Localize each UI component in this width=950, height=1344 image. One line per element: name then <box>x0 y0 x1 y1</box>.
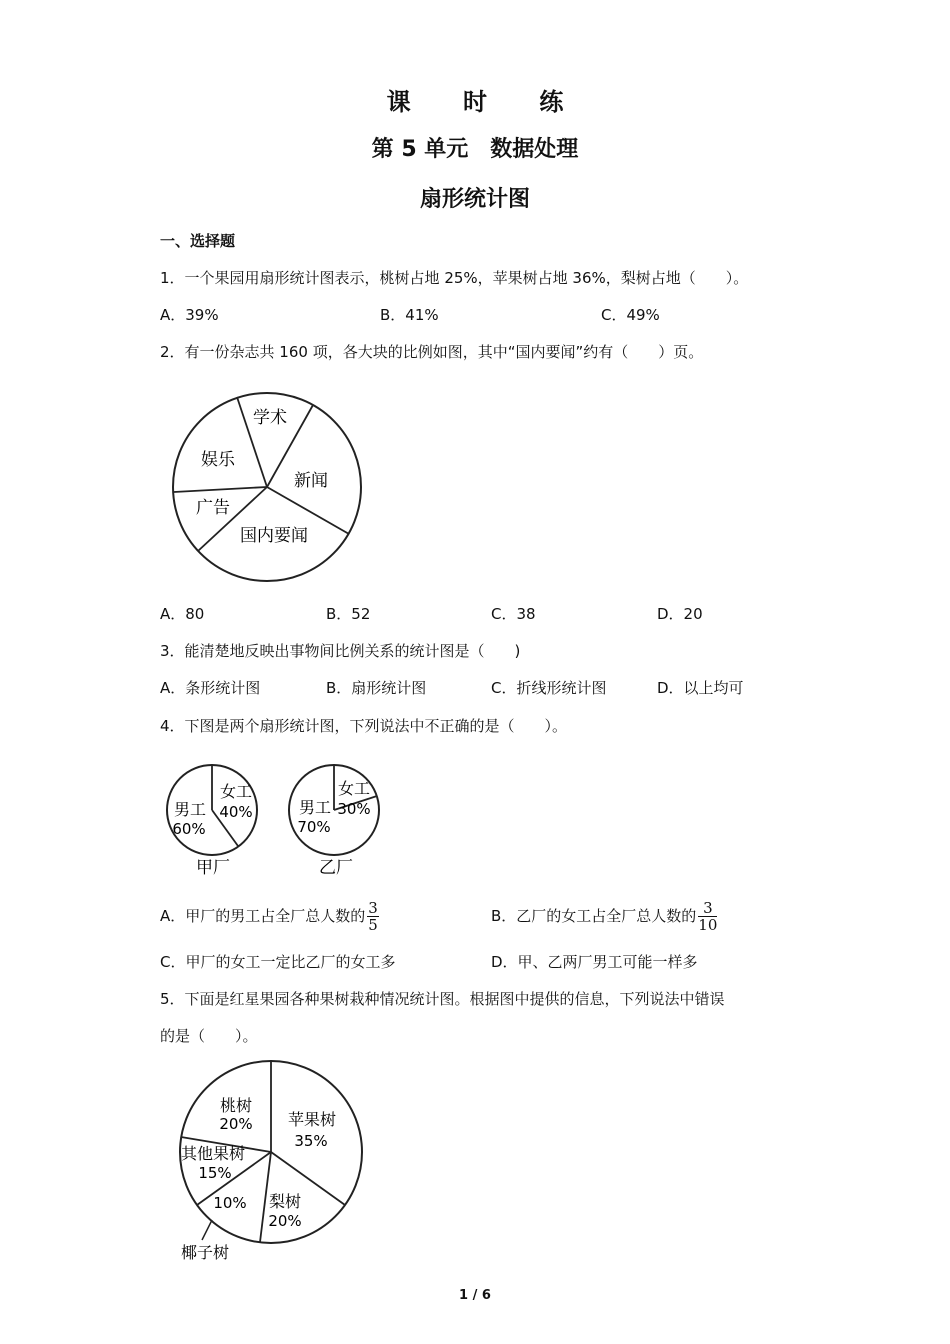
slice-pct: 20% <box>219 1115 253 1133</box>
magazine-pie-chart <box>168 388 368 588</box>
slice-label: 苹果树 <box>287 1110 337 1129</box>
question-5-line1: 5．下面是红星果园各种果树栽种情况统计图。根据图中提供的信息，下列说法中错误 <box>160 990 725 1008</box>
slice-label: 国内要闻 <box>240 526 308 546</box>
factory-a-name: 甲厂 <box>196 858 230 878</box>
slice-label: 其他果树 <box>180 1144 246 1163</box>
q4-option-b-text: B．乙厂的女工占全厂总人数的 <box>491 907 697 925</box>
q2-option-a: A．80 <box>160 605 205 623</box>
slice-label: 梨树 <box>268 1192 302 1211</box>
q3-option-a: A．条形统计图 <box>160 679 261 697</box>
male-label: 男工 <box>298 798 332 817</box>
factory-b-pie <box>289 765 379 878</box>
fraction <box>367 900 379 933</box>
slice-pct: 35% <box>294 1132 328 1150</box>
slice-label: 娱乐 <box>201 450 235 470</box>
page-number: 1 / 6 <box>459 1288 491 1303</box>
question-4: 4．下图是两个扇形统计图，下列说法中不正确的是（ ）。 <box>160 717 568 735</box>
slice-pct: 20% <box>268 1212 302 1230</box>
fraction-numerator: 3 <box>368 899 378 917</box>
female-pct: 30% <box>337 800 371 818</box>
lesson-title: 扇形统计图 <box>419 187 530 212</box>
page-title: 课 时 练 <box>386 88 586 116</box>
slice-pct: 15% <box>198 1164 232 1182</box>
question-5-line2: 的是（ ）。 <box>160 1027 258 1045</box>
q4-option-a-text: A．甲厂的男工占全厂总人数的 <box>160 907 366 925</box>
slice-label: 学术 <box>253 408 287 428</box>
fraction-numerator: 3 <box>698 900 717 917</box>
q2-option-c: C．38 <box>491 605 536 623</box>
female-label: 女工 <box>219 782 253 801</box>
question-1: 1．一个果园用扇形统计图表示，桃树占地 25%，苹果树占地 36%，梨树占地（ ）。 <box>160 269 749 287</box>
section-heading: 一、选择题 <box>160 232 236 250</box>
factory-b-name: 乙厂 <box>319 858 353 878</box>
q4-option-c: C．甲厂的女工一定比乙厂的女工多 <box>160 953 396 971</box>
q3-option-b: B．扇形统计图 <box>326 679 427 697</box>
female-label: 女工 <box>337 779 371 798</box>
slice-label: 新闻 <box>294 471 328 491</box>
leader-line <box>202 1220 212 1240</box>
q3-option-c: C．折线形统计图 <box>491 679 607 697</box>
male-pct: 60% <box>172 820 206 838</box>
male-pct: 70% <box>297 818 331 836</box>
fraction-denominator: 10 <box>698 916 718 934</box>
question-2: 2．有一份杂志共 160 项，各大块的比例如图，其中“国内要闻”约有（ ）页。 <box>160 343 704 361</box>
q2-option-b: B．52 <box>326 605 371 623</box>
q3-option-d: D．以上均可 <box>657 679 744 697</box>
factory-pie-charts <box>160 760 400 884</box>
slice-label: 桃树 <box>219 1096 253 1115</box>
q4-option-d: D．甲、乙两厂男工可能一样多 <box>491 953 698 971</box>
slice-label: 广告 <box>196 498 230 518</box>
pie-divider <box>174 487 267 492</box>
question-3: 3．能清楚地反映出事物间比例关系的统计图是（ ) <box>160 642 521 660</box>
q1-option-c: C．49% <box>601 306 660 324</box>
orchard-pie-chart <box>172 1055 372 1270</box>
q2-option-d: D．20 <box>657 605 703 623</box>
fraction <box>698 900 717 933</box>
q1-option-a: A．39% <box>160 306 219 324</box>
q4-option-b <box>491 900 717 933</box>
factory-a-pie <box>167 765 257 878</box>
female-pct: 40% <box>219 803 253 821</box>
unit-title: 第 5 单元 数据处理 <box>371 137 579 162</box>
fraction-denominator: 5 <box>368 916 378 934</box>
slice-pct: 10% <box>213 1194 247 1212</box>
male-label: 男工 <box>173 800 207 819</box>
q4-option-a <box>160 900 379 933</box>
slice-label: 椰子树 <box>180 1243 230 1262</box>
q1-option-b: B．41% <box>380 306 439 324</box>
